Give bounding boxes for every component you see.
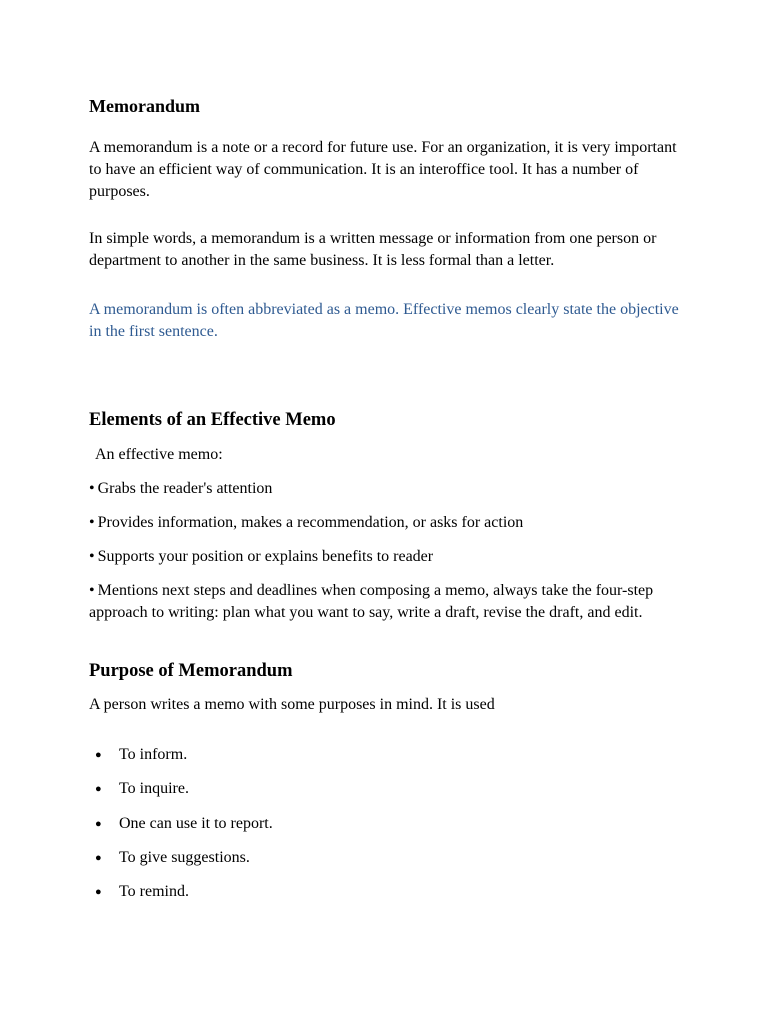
purpose-item xyxy=(95,847,250,869)
purpose-item-text: To inquire. xyxy=(119,780,189,797)
bullet-icon: • xyxy=(89,548,95,565)
elements-item-text: Provides information, makes a recommendation, or asks for action xyxy=(97,514,524,531)
memorandum-heading: Memorandum xyxy=(89,96,200,116)
bullet-icon: ● xyxy=(95,749,102,761)
elements-item-text: Grabs the reader's attention xyxy=(97,480,273,497)
bullet-icon: • xyxy=(89,480,95,497)
bullet-icon: • xyxy=(89,582,95,599)
bullet-icon: ● xyxy=(95,852,102,864)
bullet-icon: ● xyxy=(95,783,102,795)
purpose-intro: A person writes a memo with some purposes in mind. It is used xyxy=(89,696,495,713)
bullet-icon: ● xyxy=(95,818,102,830)
elements-item xyxy=(89,478,689,500)
elements-item-text: Mentions next steps and deadlines when composing a memo, always take the four-step approach to writing: plan what you want to say, write a draft, revise the draft, and edit. xyxy=(89,582,654,621)
bullet-icon: • xyxy=(89,514,95,531)
purpose-item-text: To inform. xyxy=(119,746,188,763)
elements-item xyxy=(89,512,689,534)
purpose-item xyxy=(95,744,187,766)
memo-paragraph-2: In simple words, a memorandum is a written message or information from one person or department to another in the same business. It is less formal than a letter. xyxy=(89,230,657,269)
purpose-heading: Purpose of Memorandum xyxy=(89,661,293,681)
purpose-item xyxy=(95,881,189,903)
purpose-item-text: To give suggestions. xyxy=(119,849,250,866)
elements-heading: Elements of an Effective Memo xyxy=(89,410,336,430)
purpose-item xyxy=(95,778,189,800)
elements-item xyxy=(89,546,689,568)
memo-paragraph-3: A memorandum is often abbreviated as a memo. Effective memos clearly state the objective in the first sentence. xyxy=(89,301,679,340)
purpose-item-text: To remind. xyxy=(119,883,189,900)
memo-paragraph-1: A memorandum is a note or a record for future use. For an organization, it is very important to have an efficient way of communication. It is an interoffice tool. It has a number of purposes. xyxy=(89,139,677,200)
purpose-item-text: One can use it to report. xyxy=(119,815,273,832)
elements-item-text: Supports your position or explains benefits to reader xyxy=(97,548,434,565)
elements-intro: An effective memo: xyxy=(95,446,223,463)
elements-item xyxy=(89,580,669,624)
purpose-item xyxy=(95,813,273,835)
bullet-icon: ● xyxy=(95,886,102,898)
